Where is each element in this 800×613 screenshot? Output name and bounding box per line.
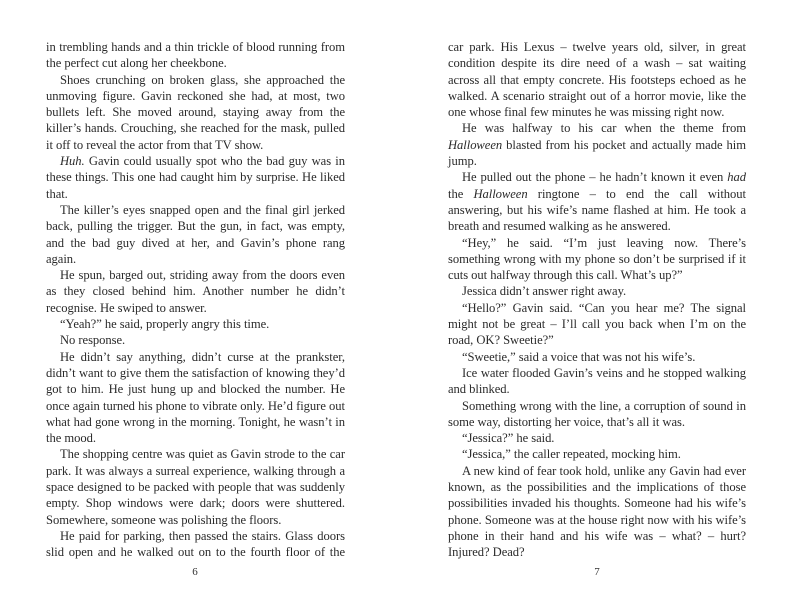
paragraph — [46, 332, 345, 348]
text-run: “Hello?” Gavin said. “Can you hear me? The signal might not be great – I’ll call you back when I’m on the road, OK? Sweetie?” — [448, 300, 746, 348]
paragraph — [46, 153, 345, 202]
italic-text: Halloween — [473, 186, 528, 201]
text-run: He was halfway to his car when the theme from — [462, 121, 746, 136]
text-run: “Hey,” he said. “I’m just leaving now. There’s something wrong with my phone so don’t be surprised if it cuts out halfway through this call. What’s up?” — [448, 235, 746, 283]
italic-text: Halloween — [448, 137, 503, 152]
paragraph — [448, 398, 746, 431]
paragraph — [46, 446, 345, 527]
text-run: A new kind of fear took hold, unlike any Gavin had ever known, as the possibilities and the implications of those possibilities invaded his thoughts. Someone had his wife’s phone. Someone was at the house right now with his wife’s phone in their hand and his wife was – what? – hurt? Injured? Dead? — [448, 463, 746, 560]
text-run: ringtone – to end the call without answering, but his wife’s name flashed at him. He took a breath and resumed walking as he answered. — [448, 186, 746, 234]
paragraph — [46, 528, 345, 561]
text-run: Shoes crunching on broken glass, she approached the unmoving figure. Gavin reckoned she had, at most, two bullets left. She moved around, staying away from the killer’s hands. Crouching, she reached for the mask, pulled it off to reveal the actor from that TV show. — [46, 72, 345, 152]
text-run: He didn’t say anything, didn’t curse at the prankster, didn’t want to give them the satisfaction of knowing they’d got to him. He just hung up and blocked the number. He once again turned his phone to vibrate only. He’d figure out what had gone wrong in the morning. Tonight, he wasn’t in the mood. — [46, 349, 345, 446]
page-number-left: 6 — [192, 566, 198, 578]
text-run: “Jessica?” he said. — [462, 431, 555, 446]
text-run: blasted from his pocket and actually made him jump. — [448, 137, 746, 169]
left-page-body — [46, 39, 345, 561]
text-run: car park. His Lexus – twelve years old, silver, in great condition despite its dire need of a wash – sat waiting across all that empty concrete. His footsteps echoed as he walked. A scenario straight out of a horror movie, like the one whose final few minutes he was missing right now. — [448, 40, 746, 120]
paragraph — [448, 169, 746, 234]
text-run: The killer’s eyes snapped open and the final girl jerked back, pulling the trigger. But the gun, in fact, was empty, and the bad guy dived at her, and Gavin’s phone rang again. — [46, 202, 345, 266]
text-run: He pulled out the phone – he hadn’t known it even — [462, 170, 728, 185]
text-run: Gavin could usually spot who the bad guy was in these things. This one had caught him by surprise. He liked that. — [46, 154, 345, 201]
text-run: He spun, barged out, striding away from the doors even as they closed behind him. Another number he didn’t recognise. He swiped to answer. — [46, 268, 345, 315]
paragraph — [46, 202, 345, 267]
paragraph — [448, 39, 746, 120]
italic-text: had — [727, 170, 746, 185]
right-page-body — [448, 39, 746, 561]
paragraph — [448, 235, 746, 284]
paragraph — [46, 267, 345, 316]
paragraph — [46, 349, 345, 447]
text-run: “Yeah?” he said, properly angry this time. — [60, 317, 270, 332]
right-page — [400, 0, 800, 613]
italic-text: Huh. — [60, 154, 85, 169]
paragraph — [448, 365, 746, 398]
paragraph — [46, 316, 345, 332]
page-number-right: 7 — [594, 566, 600, 578]
paragraph — [448, 446, 746, 462]
paragraph — [448, 349, 746, 365]
paragraph — [448, 463, 746, 561]
text-run: No response. — [60, 333, 126, 348]
text-run: The shopping centre was quiet as Gavin strode to the car park. It was always a surreal experience, walking through a space designed to be packed with people that was suddenly empty. Shop windows were dark; doors were shuttered. Somewhere, someone was polishing the floors. — [46, 447, 345, 527]
text-run: He paid for parking, then passed the stairs. Glass doors slid open and he walked out on to the fourth floor of the — [46, 528, 345, 560]
text-run: Something wrong with the line, a corruption of sound in some way, distorting her voice, that’s all it was. — [448, 398, 746, 429]
paragraph — [448, 283, 746, 299]
paragraph — [448, 300, 746, 349]
text-run: the — [448, 186, 474, 201]
text-run: in trembling hands and a thin trickle of blood running from the perfect cut along her cheekbone. — [46, 40, 345, 71]
paragraph — [448, 120, 746, 169]
text-run: Jessica didn’t answer right away. — [462, 284, 627, 299]
text-run: Ice water flooded Gavin’s veins and he stopped walking and blinked. — [448, 365, 746, 397]
paragraph — [46, 39, 345, 72]
paragraph — [46, 72, 345, 153]
text-run: “Jessica,” the caller repeated, mocking him. — [462, 447, 681, 462]
paragraph — [448, 430, 746, 446]
text-run: “Sweetie,” said a voice that was not his wife’s. — [462, 349, 696, 364]
